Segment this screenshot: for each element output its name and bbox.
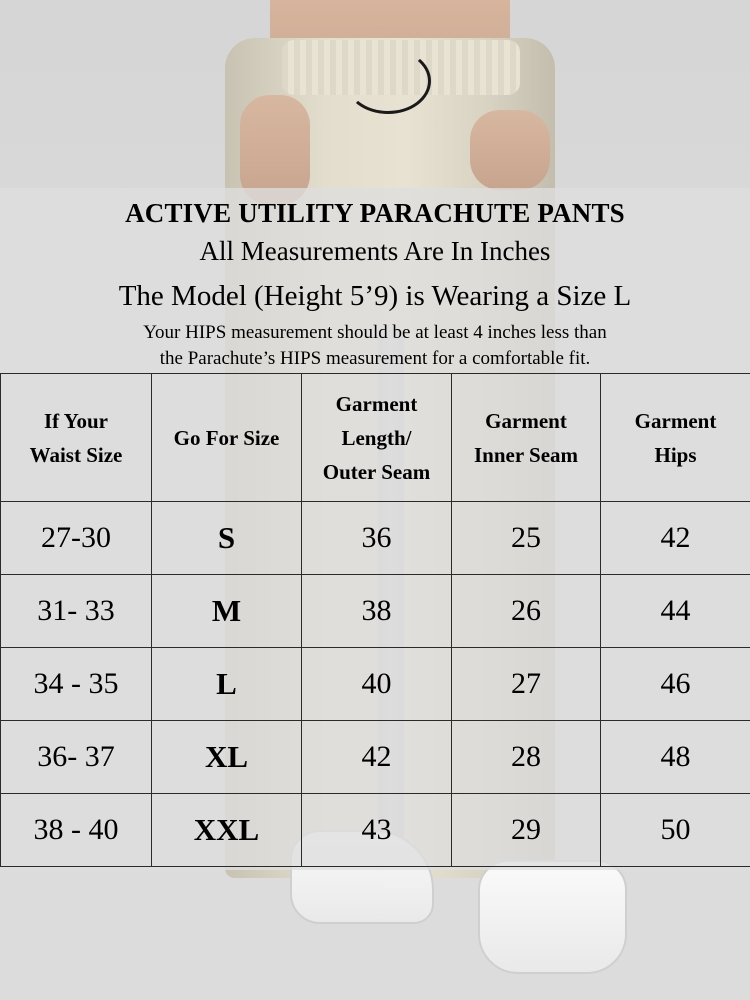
header-garment-length: Garment Length/ Outer Seam — [302, 374, 452, 502]
inner-seam-cell: 28 — [452, 721, 601, 794]
waist-cell: 31- 33 — [1, 575, 152, 648]
header-inner-seam: Garment Inner Seam — [452, 374, 601, 502]
table-row — [1, 575, 750, 648]
table-row — [1, 502, 750, 575]
model-size-note: The Model (Height 5’9) is Wearing a Size L — [118, 280, 632, 312]
size-cell: M — [152, 575, 302, 648]
size-chart-table — [0, 373, 750, 867]
length-cell: 40 — [302, 648, 452, 721]
hips-cell: 44 — [601, 575, 750, 648]
inner-seam-cell: 26 — [452, 575, 601, 648]
length-cell: 36 — [302, 502, 452, 575]
length-cell: 43 — [302, 794, 452, 867]
table-row — [1, 721, 750, 794]
header-go-for-size: Go For Size — [152, 374, 302, 502]
hips-cell: 48 — [601, 721, 750, 794]
hips-fit-note-line-1: Your HIPS measurement should be at least 4 inches less than — [143, 322, 607, 343]
inner-seam-cell: 27 — [452, 648, 601, 721]
header-waist-size: If Your Waist Size — [1, 374, 152, 502]
hips-cell: 42 — [601, 502, 750, 575]
size-cell: XL — [152, 721, 302, 794]
length-cell: 38 — [302, 575, 452, 648]
table-header-row — [1, 374, 750, 502]
waist-cell: 27-30 — [1, 502, 152, 575]
hips-cell: 50 — [601, 794, 750, 867]
product-title: ACTIVE UTILITY PARACHUTE PANTS — [125, 198, 625, 228]
size-cell: L — [152, 648, 302, 721]
hips-cell: 46 — [601, 648, 750, 721]
size-cell: S — [152, 502, 302, 575]
hips-fit-note — [0, 320, 750, 372]
waist-cell: 38 - 40 — [1, 794, 152, 867]
length-cell: 42 — [302, 721, 452, 794]
waist-cell: 36- 37 — [1, 721, 152, 794]
table-row — [1, 648, 750, 721]
drawcord — [345, 48, 431, 114]
measurement-unit-note: All Measurements Are In Inches — [199, 236, 551, 266]
size-cell: XXL — [152, 794, 302, 867]
header-garment-hips: Garment Hips — [601, 374, 750, 502]
inner-seam-cell: 29 — [452, 794, 601, 867]
table-row — [1, 794, 750, 867]
right-sneaker — [478, 860, 627, 974]
hips-fit-note-line-2: the Parachute’s HIPS measurement for a comfortable fit. — [159, 348, 591, 369]
size-chart-header — [0, 194, 750, 372]
inner-seam-cell: 25 — [452, 502, 601, 575]
model-right-hand — [470, 110, 550, 190]
waist-cell: 34 - 35 — [1, 648, 152, 721]
